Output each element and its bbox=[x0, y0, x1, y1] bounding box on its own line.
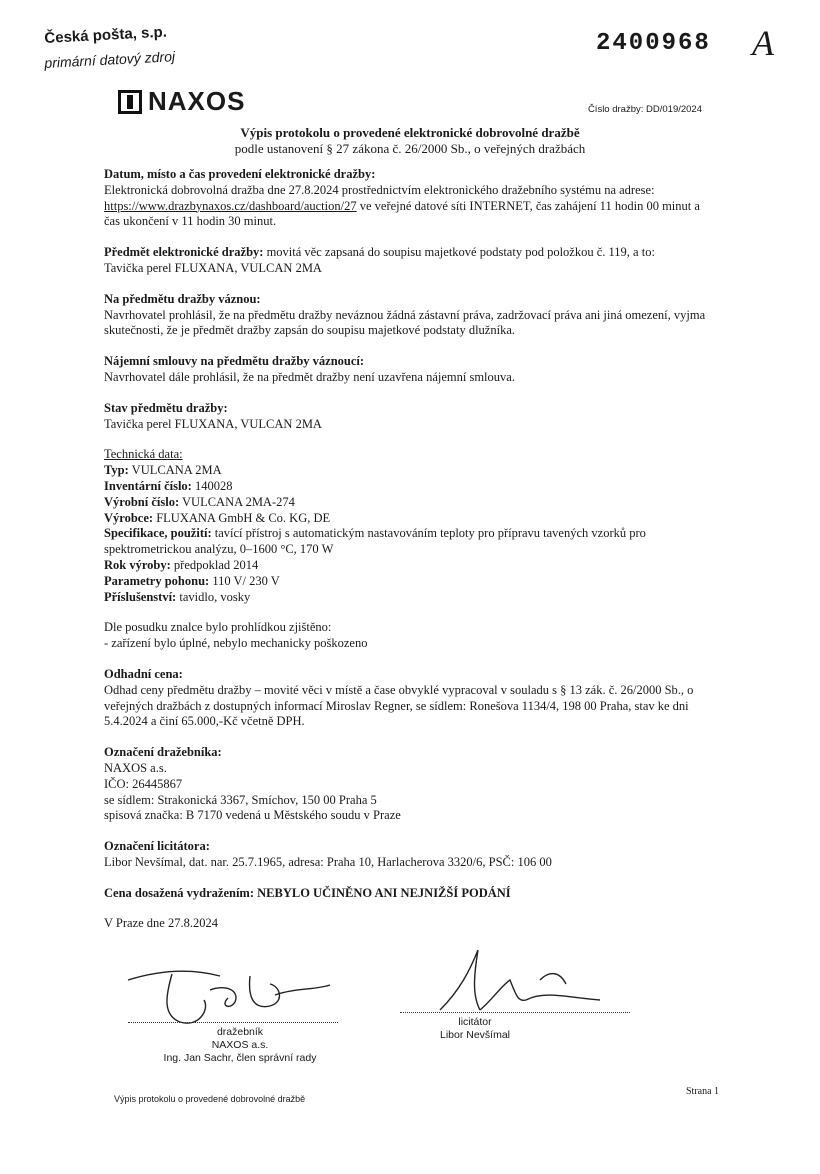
place-date: V Praze dne 27.8.2024 bbox=[104, 916, 218, 931]
tech-type: Typ: VULCANA 2MA bbox=[104, 463, 222, 478]
section-cena bbox=[104, 667, 714, 730]
section-text: Dle posudku znalce bylo prohlídkou zjištěno: bbox=[104, 620, 332, 635]
tech-accessories: Příslušenství: tavidlo, vosky bbox=[104, 589, 251, 604]
tech-manufacturer: Výrobce: FLUXANA GmbH & Co. KG, DE bbox=[104, 510, 331, 525]
section-text: Tavička perel FLUXANA, VULCAN 2MA bbox=[104, 260, 322, 275]
section-text: NAXOS a.s. bbox=[104, 760, 167, 775]
left-signature-line bbox=[128, 1022, 338, 1023]
logo-icon bbox=[118, 90, 142, 114]
section-text: Tavička perel FLUXANA, VULCAN 2MA bbox=[104, 416, 322, 431]
section-text: Elektronická dobrovolná dražba dne 27.8.2024 prostřednictvím elektronického dražebního systému na adrese: https://www.drazbynaxos.cz/dashboard/auction/27 ve veřejné datové síti INTERNET, čas zahájení 11 hodin 00 minut a čas ukončení v 11 hodin 30 minut. bbox=[104, 182, 700, 229]
signature-drazebnik: dražebník NAXOS a.s. Ing. Jan Sachr, člen správní rady bbox=[163, 1026, 317, 1064]
section-text: Navrhovatel prohlásil, že na předmětu dražby neváznou žádná zástavní práva, zadržovací práva ani jiná omezení, vyjma skutečnosti, že je předmět dražby zapsán do soupisu majetkové podstaty dlužníka. bbox=[104, 307, 706, 338]
section-licitator bbox=[104, 839, 714, 871]
section-heading: Nájemní smlouvy na předmětu dražby váznoucí: bbox=[104, 354, 365, 369]
naxos-logo bbox=[118, 86, 245, 117]
postal-stamp-subtitle: primární datový zdroj bbox=[44, 48, 176, 71]
section-heading: Označení dražebníka: bbox=[104, 745, 222, 760]
section-result bbox=[104, 886, 714, 902]
result-label: Cena dosažená vydražením: bbox=[104, 885, 254, 900]
footer-document-name: Výpis protokolu o provedené dobrovolné dražbě bbox=[114, 1094, 306, 1104]
title-line-2: podle ustanovení § 27 zákona č. 26/2000 Sb., o veřejných dražbách bbox=[234, 141, 586, 156]
result-value: NEBYLO UČINĚNO ANI NEJNIŽŠÍ PODÁNÍ bbox=[254, 885, 511, 900]
tech-serial: Výrobní číslo: VULCANA 2MA-274 bbox=[104, 494, 295, 509]
right-signature-stroke bbox=[440, 950, 600, 1010]
section-najem bbox=[104, 354, 714, 386]
postal-stamp-title: Česká pošta, s.p. bbox=[44, 23, 168, 47]
document-number: 2400968 bbox=[596, 30, 711, 57]
tech-power: Parametry pohonu: 110 V/ 230 V bbox=[104, 573, 280, 588]
right-signature-line bbox=[400, 1012, 630, 1013]
section-text: IČO: 26445867 bbox=[104, 776, 183, 791]
section-heading: Stav předmětu dražby: bbox=[104, 400, 228, 415]
section-place-date bbox=[104, 916, 714, 932]
section-text: spisová značka: B 7170 vedená u Městského soudu v Praze bbox=[104, 808, 401, 823]
signature-area bbox=[100, 940, 720, 1064]
left-signature-stroke bbox=[128, 971, 330, 1023]
handwritten-signatures bbox=[100, 940, 720, 1030]
footer-page-number: Strana 1 bbox=[686, 1086, 720, 1097]
auction-reference: Číslo dražby: DD/019/2024 bbox=[587, 104, 702, 115]
section-predmet: Předmět elektronické dražby: movitá věc zapsaná do soupisu majetkové podstaty pod položkou č. 119, a to: Tavička perel FLUXANA, VULCAN 2MA bbox=[104, 245, 714, 277]
section-heading: Označení licitátora: bbox=[104, 839, 210, 854]
logo-text: NAXOS bbox=[148, 86, 246, 116]
auction-url-link[interactable]: https://www.drazbynaxos.cz/dashboard/auction/27 bbox=[104, 198, 357, 213]
section-text: Navrhovatel dále prohlásil, že na předmět dražby není uzavřena nájemní smlouva. bbox=[104, 369, 515, 384]
section-drazebnik bbox=[104, 745, 714, 824]
section-posudek bbox=[104, 620, 714, 652]
section-heading: Technická data: bbox=[104, 447, 183, 462]
section-zavady bbox=[104, 292, 714, 339]
document-body bbox=[104, 167, 714, 947]
section-stav bbox=[104, 401, 714, 433]
tech-inventory: Inventární číslo: 140028 bbox=[104, 478, 233, 493]
tech-year: Rok výroby: předpoklad 2014 bbox=[104, 557, 259, 572]
section-datum bbox=[104, 167, 714, 230]
document-handwritten-mark: A bbox=[752, 23, 774, 63]
tech-specification: Specifikace, použití: tavící přístroj s automatickým nastavováním teploty pro přípravu tavených vzorků pro spektrometrickou analýzu, 0–1600 °C, 170 W bbox=[104, 526, 646, 557]
section-heading: Odhadní cena: bbox=[104, 666, 183, 681]
section-text: Libor Nevšímal, dat. nar. 25.7.1965, adresa: Praha 10, Harlacherova 3320/6, PSČ: 106 00 bbox=[104, 854, 552, 869]
title-line-1: Výpis protokolu o provedené elektronické dobrovolné dražbě bbox=[240, 125, 580, 140]
section-heading: Datum, místo a čas provedení elektronické dražby: bbox=[104, 167, 376, 181]
signature-licitator: licitátor Libor Nevšímal bbox=[439, 1016, 511, 1041]
section-text: Odhad ceny předmětu dražby – movité věci v místě a čase obvyklé vypracoval v souladu s § 13 zák. č. 26/2000 Sb., o veřejných dražbách z dostupných informací Miroslav Regner, se sídlem: Ronešova 1134/4, 198 00 Praha, stav ke dni 5.4.2024 a činí 65.000,-Kč včetně DPH. bbox=[104, 682, 694, 729]
section-heading: Na předmětu dražby váznou: bbox=[104, 291, 261, 306]
document-title bbox=[0, 125, 820, 157]
section-text: - zařízení bylo úplné, nebylo mechanicky poškozeno bbox=[104, 636, 368, 651]
section-technical-data bbox=[104, 447, 714, 605]
section-heading: Předmět elektronické dražby: bbox=[104, 245, 264, 260]
section-text: se sídlem: Strakonická 3367, Smíchov, 150 00 Praha 5 bbox=[104, 792, 377, 807]
